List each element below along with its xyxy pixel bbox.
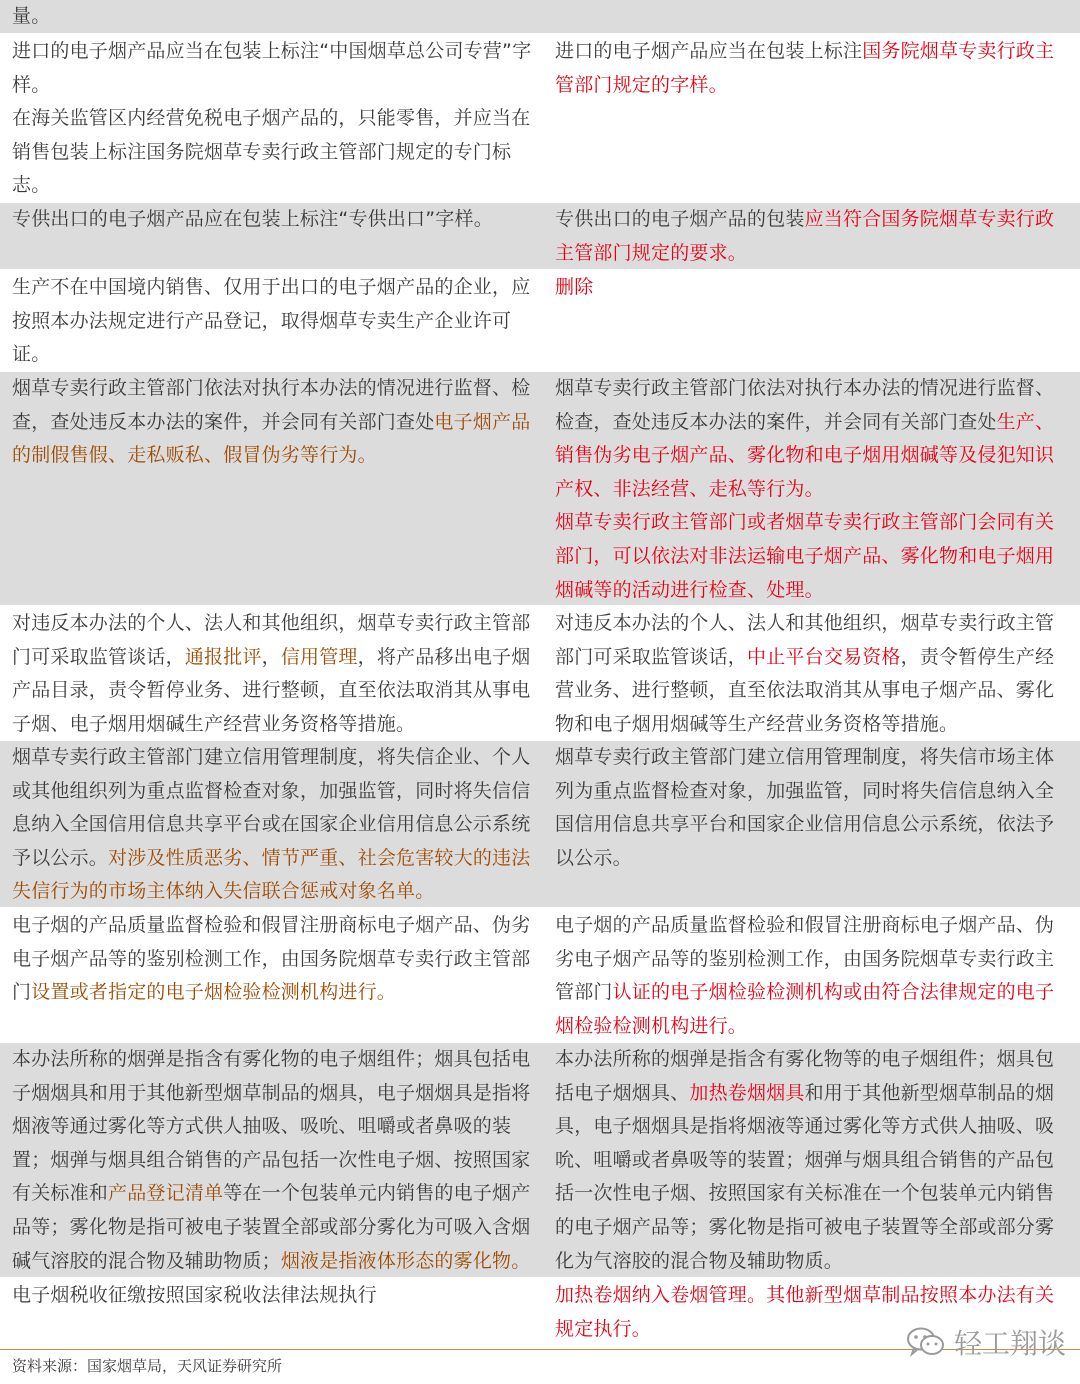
provision-text: 本办法所称的烟弹是指含有雾化物等的电子烟组件；烟具包括电子烟烟具、 [555, 1048, 1055, 1104]
provision-paragraph [12, 35, 540, 102]
provision-paragraph [555, 607, 1065, 741]
provision-text: 对违反本办法的个人、法人和其他组织，烟草专卖行政主管部门可采取监管谈话， [12, 612, 531, 668]
watermark [906, 1322, 1066, 1362]
highlighted-text: 设置或者指定的电子烟检验检测机构进行。 [31, 981, 397, 1004]
watermark-text: 轻工翔谈 [953, 1327, 1066, 1360]
provision-text: 电子烟税收征缴按照国家税收法律法规执行 [12, 1284, 377, 1306]
highlighted-text: 对涉及性质恶劣、情节严重、社会危害较大的违法失信行为的市场主体纳入失信联合惩戒对象名单。 [12, 846, 531, 903]
table-row [0, 35, 1080, 203]
provision-paragraph [12, 372, 540, 473]
provision-paragraph [12, 741, 540, 909]
provision-paragraph [12, 0, 540, 34]
provision-text: 和用于其他新型烟草制品的烟具，电子烟烟具是指将烟液等通过雾化等方式供人抽吸、吸吮、咀嚼或者鼻吸等的装置；烟弹与烟具组合销售的产品包括一次性电子烟、按照国家有关标准在一个包装单元内销售的电子烟产品等；雾化物是指可被电子装置等全部或部分雾化为气溶胶的混合物及辅助物质。 [555, 1081, 1055, 1272]
highlighted-text: 加热卷烟烟具 [689, 1081, 805, 1104]
old-provision-cell [12, 909, 540, 1010]
provision-text: ，将产品移出电子烟产品目录，责令暂停业务、进行整顿，直至依法取消其从事电子烟、电子烟用烟碱生产经营业务资格等措施。 [12, 645, 531, 735]
new-provision-cell [555, 372, 1065, 607]
provision-text: 烟草专卖行政主管部门依法对执行本办法的情况进行监督、检查，查处违反本办法的案件，并会同有关部门查处 [12, 377, 531, 433]
highlighted-text: 中止平台交易资格 [747, 645, 901, 668]
wechat-icon [906, 1326, 946, 1358]
highlighted-text: 加热卷烟纳入卷烟管理。其他新型烟草制品按照本办法有关规定执行。 [555, 1284, 1055, 1340]
new-provision-cell [555, 1043, 1065, 1278]
table-row [0, 607, 1080, 741]
table-row [0, 909, 1080, 1043]
old-provision-cell [12, 607, 540, 741]
provision-paragraph [555, 35, 1065, 102]
provision-paragraph [12, 102, 540, 203]
old-provision-cell [12, 271, 540, 372]
table-row [0, 203, 1080, 271]
new-provision-cell [555, 35, 1065, 102]
old-provision-cell [12, 741, 540, 909]
provision-paragraph [12, 607, 540, 741]
provision-text: 进口的电子烟产品应当在包装上标注“中国烟草总公司专营”字样。 [12, 40, 532, 96]
provision-text: 进口的电子烟产品应当在包装上标注 [555, 40, 863, 62]
provision-paragraph [555, 203, 1065, 270]
provision-text: 本办法所称的烟弹是指含有雾化物的电子烟组件；烟具包括电子烟烟具和用于其他新型烟草制品的烟具，电子烟烟具是指将烟液等通过雾化等方式供人抽吸、吸吮、咀嚼或者鼻吸的装置；烟弹与烟具组合销售的产品包括一次性电子烟、按照国家有关标准和 [12, 1048, 531, 1205]
table-row [0, 271, 1080, 372]
highlighted-text: 删除 [555, 276, 594, 298]
highlighted-text: 生产、销售伪劣电子烟产品、雾化物和电子烟用烟碱等及侵犯知识产权、非法经营、走私等行为。 [555, 410, 1055, 500]
provision-text: 烟草专卖行政主管部门建立信用管理制度，将失信市场主体列为重点监督检查对象，加强监管，同时将失信信息纳入全国信用信息共享平台和国家企业信用信息公示系统，依法予以公示。 [555, 746, 1055, 869]
old-provision-cell [12, 1279, 540, 1313]
table-row [0, 372, 1080, 607]
old-provision-cell [12, 1043, 540, 1278]
highlighted-text: 电子烟产品的制假售假、走私贩私、假冒伪劣等行为。 [12, 410, 531, 467]
highlighted-text: 烟液是指液体形态的雾化物。 [280, 1249, 531, 1272]
provision-paragraph [12, 909, 540, 1010]
table-row [0, 1043, 1080, 1279]
provision-text: ，责令暂停生产经营业务、进行整顿，直至依法取消其从事电子烟产品、雾化物和电子烟用烟碱等生产经营业务资格等措施。 [555, 645, 1055, 735]
provision-text: 对违反本办法的个人、法人和其他组织，烟草专卖行政主管部门可采取监管谈话， [555, 612, 1055, 668]
provision-text: 量。 [12, 5, 51, 27]
old-provision-cell [12, 203, 540, 237]
highlighted-text: 国务院烟草专卖行政主管部门规定的字样。 [555, 40, 1055, 96]
provision-text: 等在一个包装单元内销售的电子烟产品等；雾化物是指可被电子装置全部或部分雾化为可吸入含烟碱气溶胶的混合物及辅助物质； [12, 1182, 531, 1272]
old-provision-cell [12, 35, 540, 203]
provision-paragraph [555, 372, 1065, 506]
provision-paragraph [12, 1043, 540, 1278]
new-provision-cell [555, 741, 1065, 875]
provision-paragraph [555, 1043, 1065, 1278]
new-provision-cell [555, 607, 1065, 741]
highlighted-text: 信用管理 [280, 645, 358, 668]
provision-paragraph [12, 1279, 540, 1313]
source-note: 资料来源：国家烟草局，天风证券研究所 [12, 1357, 283, 1375]
provision-text: 烟草专卖行政主管部门建立信用管理制度，将失信企业、个人或其他组织列为重点监督检查对象，加强监管，同时将失信信息纳入全国信用信息共享平台或在国家企业信用信息公示系统予以公示。 [12, 746, 531, 869]
highlighted-text: 应当符合国务院烟草专卖行政主管部门规定的要求。 [555, 208, 1055, 264]
provision-text: 专供出口的电子烟产品应在包装上标注“专供出口”字样。 [12, 208, 493, 230]
provision-paragraph [555, 741, 1065, 875]
provision-text: 电子烟的产品质量监督检验和假冒注册商标电子烟产品、伪劣电子烟产品等的鉴别检测工作，由国务院烟草专卖行政主管部门 [555, 914, 1055, 1004]
provision-text: 电子烟的产品质量监督检验和假冒注册商标电子烟产品、伪劣电子烟产品等的鉴别检测工作，由国务院烟草专卖行政主管部门 [12, 914, 531, 1004]
provision-paragraph [12, 271, 540, 372]
provision-paragraph [555, 506, 1065, 607]
new-provision-cell [555, 909, 1065, 1043]
provision-paragraph [12, 203, 540, 237]
old-provision-cell [12, 0, 540, 34]
provision-text: 生产不在中国境内销售、仅用于出口的电子烟产品的企业，应按照本办法规定进行产品登记，取得烟草专卖生产企业许可证。 [12, 276, 531, 366]
provision-text: ， [261, 645, 281, 668]
provision-text: 专供出口的电子烟产品的包装 [555, 208, 805, 230]
provision-paragraph [555, 271, 1065, 305]
provision-text: 烟草专卖行政主管部门依法对执行本办法的情况进行监督、检查，查处违反本办法的案件，并会同有关部门查处 [555, 377, 1055, 433]
provision-paragraph [555, 909, 1065, 1043]
highlighted-text: 认证的电子烟检验检测机构或由符合法律规定的电子烟检验检测机构进行。 [555, 981, 1055, 1037]
new-provision-cell [555, 271, 1065, 305]
new-provision-cell [555, 203, 1065, 270]
highlighted-text: 产品登记清单 [108, 1182, 224, 1205]
table-row [0, 0, 1080, 35]
provision-text: 在海关监管区内经营免税电子烟产品的，只能零售，并应当在销售包装上标注国务院烟草专卖行政主管部门规定的专门标志。 [12, 107, 531, 197]
highlighted-text: 烟草专卖行政主管部门或者烟草专卖行政主管部门会同有关部门，可以依法对非法运输电子烟产品、雾化物和电子烟用烟碱等的活动进行检查、处理。 [555, 511, 1055, 601]
old-provision-cell [12, 372, 540, 473]
highlighted-text: 通报批评 [184, 645, 262, 668]
table-row [0, 741, 1080, 909]
